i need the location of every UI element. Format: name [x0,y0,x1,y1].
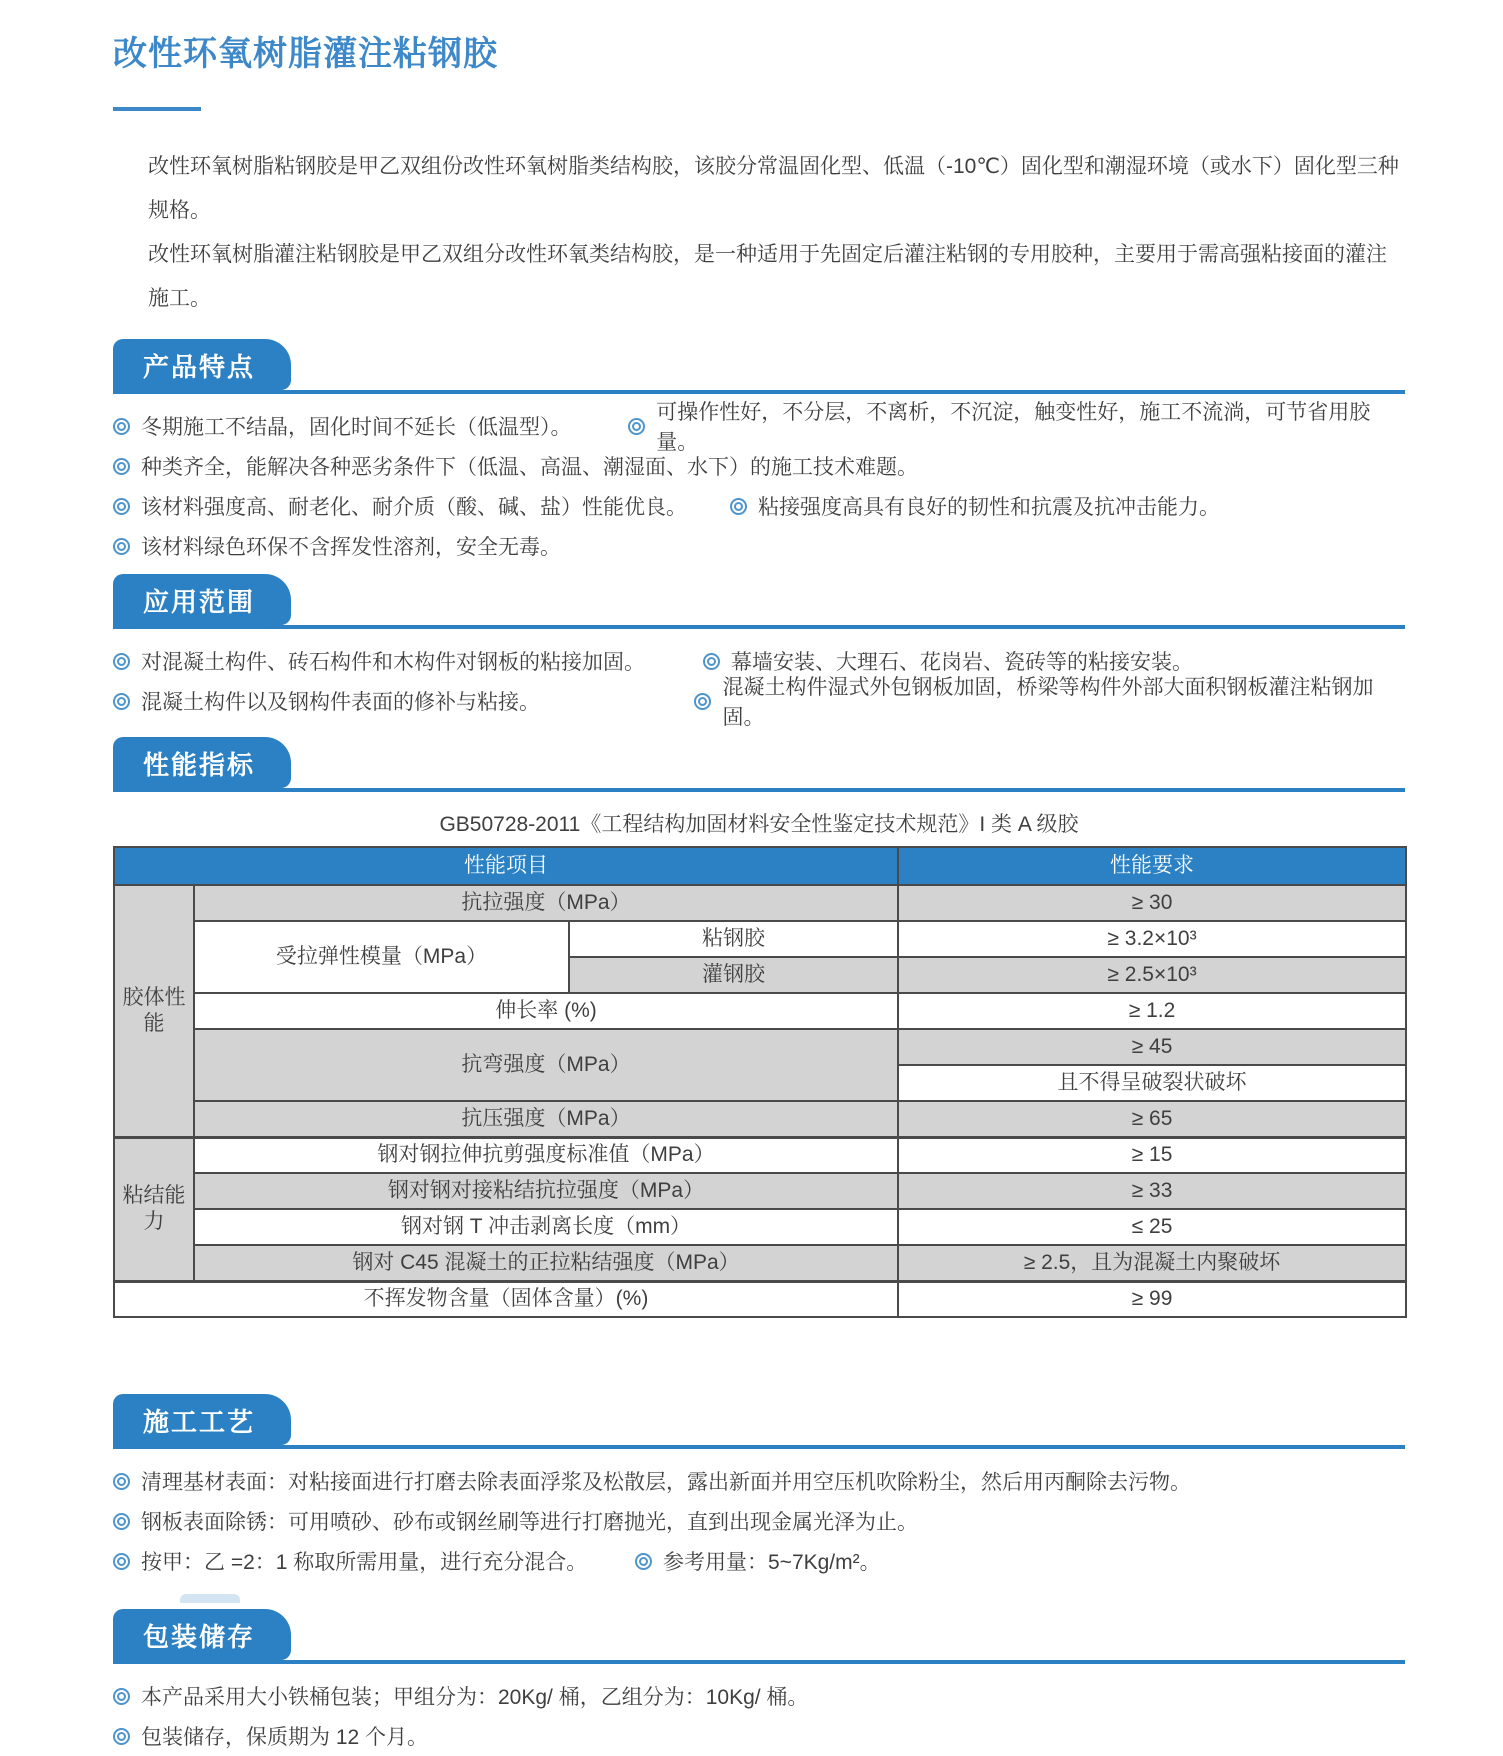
applications-list [113,641,1405,729]
feature-text: 冬期施工不结晶，固化时间不延长（低温型）。 [141,416,572,439]
cell-label: 伸长率 (%) [194,993,898,1029]
section-header-applications [113,574,1405,629]
construction-item [635,1546,881,1576]
features-row-4 [113,526,1405,566]
features-row-3 [113,486,1405,526]
cell-label: 钢对钢对接粘结抗拉强度（MPa） [194,1173,898,1209]
table-header-row [114,847,1406,885]
section-badge-applications: 应用范围 [113,574,291,625]
table-row [114,1209,1406,1245]
bullet-icon [694,693,711,710]
cell-label: 抗拉强度（MPa） [194,885,898,921]
cell-value: ≥ 33 [898,1173,1406,1209]
bullet-icon [113,1688,130,1705]
application-item [694,671,1405,731]
bullet-icon [703,653,720,670]
construction-text: 清理基材表面：对粘接面进行打磨去除表面浮浆及松散层，露出新面并用空压机吹除粉尘，然后用丙酮除去污物。 [141,1471,1191,1494]
intro-line-1: 改性环氧树脂粘钢胶是甲乙双组份改性环氧树脂类结构胶，该胶分常温固化型、低温（-10℃）固化型和潮湿环境（或水下）固化型三种规格。 [148,155,1399,222]
table-row [114,1137,1406,1173]
cell-label: 钢对钢拉伸抗剪强度标准值（MPa） [194,1137,898,1173]
header-cell-item: 性能项目 [114,847,898,885]
packaging-list [113,1676,1405,1756]
packaging-text: 包装储存，保质期为 12 个月。 [141,1726,429,1749]
table-row [114,1245,1406,1281]
section-badge-construction: 施工工艺 [113,1394,291,1445]
packaging-row-1 [113,1676,1405,1716]
cell-label: 不挥发物含量（固体含量）(%) [114,1281,898,1317]
cell-label: 钢对 C45 混凝土的正拉粘结强度（MPa） [194,1245,898,1281]
section-badge-packaging: 包装储存 [113,1609,291,1660]
cell-sublabel: 粘钢胶 [569,921,898,957]
table-row [114,1281,1406,1317]
bullet-icon [113,653,130,670]
section-header-features [113,339,1405,394]
bullet-icon [113,1728,130,1745]
section-header-performance [113,737,1405,792]
feature-text: 粘接强度高具有良好的韧性和抗震及抗冲击能力。 [758,496,1220,519]
group-cell-bonding: 粘结能力 [114,1137,194,1281]
construction-item [113,1466,1191,1496]
intro-paragraphs [113,145,1405,321]
cell-value: ≥ 1.2 [898,993,1406,1029]
performance-table [113,846,1407,1318]
packaging-item [113,1681,808,1711]
cell-label: 抗弯强度（MPa） [194,1029,898,1101]
construction-row-2 [113,1501,1405,1541]
construction-list [113,1461,1405,1581]
bullet-icon [113,458,130,475]
bullet-icon [628,418,645,435]
application-text: 对混凝土构件、砖石构件和木构件对钢板的粘接加固。 [141,651,645,674]
feature-text: 该材料强度高、耐老化、耐介质（酸、碱、盐）性能优良。 [141,496,687,519]
bullet-icon [113,498,130,515]
section-badge-features: 产品特点 [113,339,291,390]
feature-item [113,491,730,521]
cell-value: ≥ 99 [898,1281,1406,1317]
table-row [114,1173,1406,1209]
packaging-text: 本产品采用大小铁桶包装；甲组分为：20Kg/ 桶，乙组分为：10Kg/ 桶。 [141,1686,809,1709]
construction-row-1 [113,1461,1405,1501]
cell-value: ≤ 25 [898,1209,1406,1245]
feature-item [730,491,1220,521]
packaging-item [113,1721,428,1751]
title-underline [113,107,201,111]
bullet-icon [113,418,130,435]
construction-item [113,1506,918,1536]
cell-value: ≥ 45 [898,1029,1406,1065]
cell-label: 钢对钢 T 冲击剥离长度（mm） [194,1209,898,1245]
cell-sublabel: 灌钢胶 [569,957,898,993]
section-badge-performance: 性能指标 [113,737,291,788]
bullet-icon [113,1473,130,1490]
construction-row-3 [113,1541,1405,1581]
bullet-icon [113,538,130,555]
partial-next-section-badge [180,1594,240,1603]
packaging-row-2 [113,1716,1405,1756]
construction-item [113,1546,635,1576]
cell-value: ≥ 2.5×10³ [898,957,1406,993]
cell-value: ≥ 3.2×10³ [898,921,1406,957]
cell-value: ≥ 30 [898,885,1406,921]
section-header-construction [113,1394,1405,1449]
applications-row-2 [113,676,1405,729]
feature-text: 可操作性好，不分层，不离析，不沉淀，触变性好，施工不流淌，可节省用胶量。 [656,401,1371,454]
feature-item [113,451,918,481]
features-list [113,401,1405,566]
table-row [114,885,1406,921]
application-item [113,686,694,716]
bullet-icon [113,1513,130,1530]
table-row [114,993,1406,1029]
application-text: 混凝土构件以及钢构件表面的修补与粘接。 [141,691,540,714]
cell-value: ≥ 65 [898,1101,1406,1137]
application-text: 幕墙安装、大理石、花岗岩、瓷砖等的粘接安装。 [731,651,1193,674]
bullet-icon [113,693,130,710]
application-text: 混凝土构件湿式外包钢板加固，桥梁等构件外部大面积钢板灌注粘钢加固。 [722,676,1374,729]
cell-label: 抗压强度（MPa） [194,1101,898,1137]
bullet-icon [113,1553,130,1570]
bullet-icon [635,1553,652,1570]
bullet-icon [730,498,747,515]
feature-item [113,411,628,441]
feature-item [628,396,1405,456]
table-row [114,1101,1406,1137]
section-header-packaging [113,1609,1405,1664]
feature-text: 该材料绿色环保不含挥发性溶剂，安全无毒。 [141,536,561,559]
group-cell-adhesive: 胶体性能 [114,885,194,1137]
cell-value: ≥ 2.5，且为混凝土内聚破坏 [898,1245,1406,1281]
table-row [114,921,1406,957]
application-item [113,646,703,676]
construction-text: 钢板表面除锈：可用喷砂、砂布或钢丝刷等进行打磨抛光，直到出现金属光泽为止。 [141,1511,918,1534]
cell-label: 受拉弹性模量（MPa） [194,921,569,993]
page-title: 改性环氧树脂灌注粘钢胶 [113,35,498,73]
features-row-1 [113,401,1405,454]
construction-text: 参考用量：5~7Kg/m²。 [663,1551,881,1574]
construction-text: 按甲：乙 =2：1 称取所需用量，进行充分混合。 [141,1551,588,1574]
table-caption: GB50728-2011《工程结构加固材料安全性鉴定技术规范》I 类 A 级胶 [439,813,1079,836]
table-row [114,1029,1406,1065]
feature-item [113,531,561,561]
cell-value: 且不得呈破裂状破坏 [898,1065,1406,1101]
cell-value: ≥ 15 [898,1137,1406,1173]
feature-text: 种类齐全，能解决各种恶劣条件下（低温、高温、潮湿面、水下）的施工技术难题。 [141,456,918,479]
header-cell-requirement: 性能要求 [898,847,1406,885]
intro-line-2: 改性环氧树脂灌注粘钢胶是甲乙双组分改性环氧类结构胶，是一种适用于先固定后灌注粘钢的专用胶种，主要用于需高强粘接面的灌注施工。 [148,243,1387,310]
